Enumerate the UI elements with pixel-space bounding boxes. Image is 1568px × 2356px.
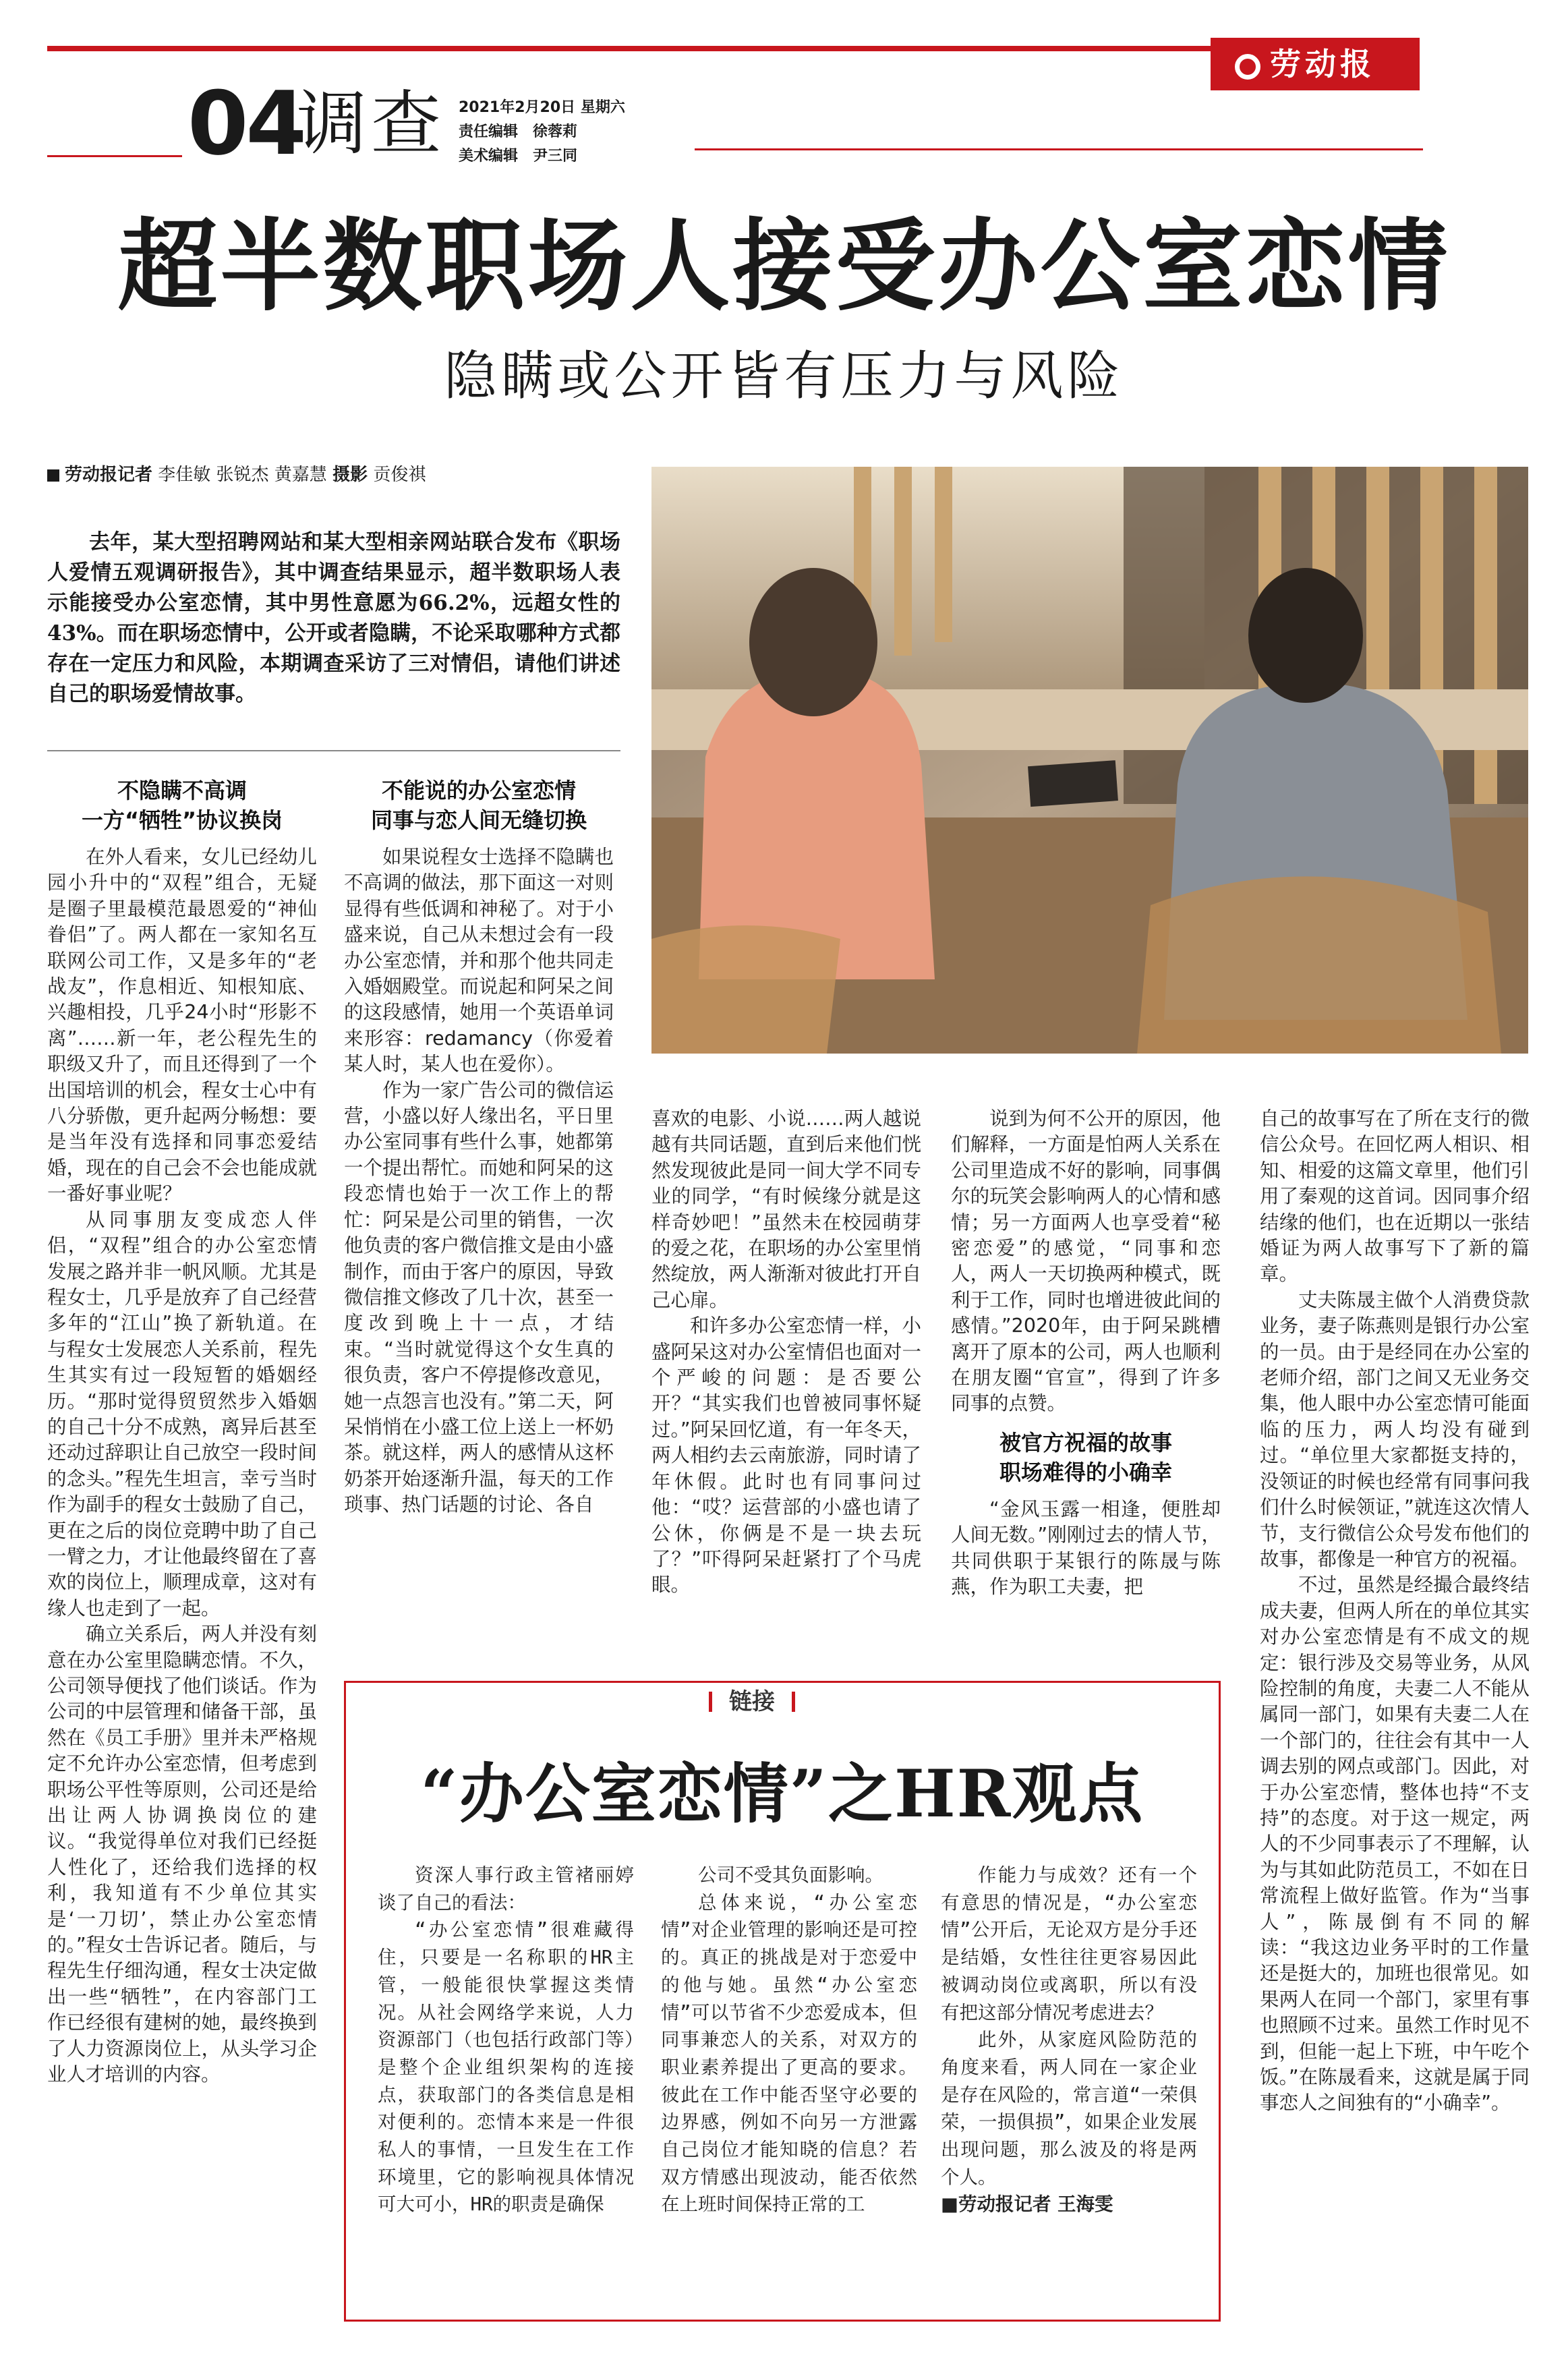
byline	[47, 460, 426, 490]
byline-square-icon	[47, 469, 59, 482]
story3-paragraph: 丈夫陈晟主做个人消费贷款业务，妻子陈燕则是银行办公室的一员。由于是经同在办公室的老师介绍，部门之间又无业务交集，他人眼中办公室恋情可能面临的压力，两人均没有碰到过。“单位里大家都挺支持的，没领证的时候也经常有同事问我们什么时候领证，”就连这次情人节，支行微信公众号发布他们的故事，都像是一种官方的祝福。	[1260, 1288, 1530, 1570]
story3-heading-line1: 被官方祝福的故事	[999, 1429, 1172, 1456]
story3-paragraph: 不过，虽然是经撮合最终结成夫妻，但两人所在的单位其实对办公室恋情是有不成文的规定：银行涉及交易等业务，从风险控制的角度，夫妻二人不能从属同一部门，如果有夫妻二人在一个部门的，往往会有其中一人调去别的网点或部门。因此，对于办公室恋情，整体也持“不支持”的态度。对于这一规定，两人的不少同事表示了不理解，认为与其如此防范员工，不如在日常流程上做好监管。作为“当事人”，陈晟倒有不同的解读：“我这边业务平时的工作量还是挺大的，加班也很常见。如果两人在同一个部门，家里有事也照顾不过来。虽然工作时见不到，但能一起上下班，中午吃个饭。”在陈晟看来，这就是属于同事恋人之间独有的“小确幸”。	[1260, 1574, 1530, 2115]
sidebar-paragraph-cont: 公司不受其负面影响。	[698, 1864, 883, 1886]
story1-paragraph: 在外人看来，女儿已经幼儿园小升中的“双程”组合，无疑是圈子里最模范最恩爱的“神仙眷侣”了。两人都在一家知名互联网公司工作，又是多年的“老战友”，作息相近、知根知底、兴趣相投，几乎24小时“形影不离”……新一年，老公程先生的职级又升了，而且还得到了一个出国培训的机会，程女士心中有八分骄傲，更升起两分畅想：要是当年没有选择和同事恋爱结婚，现在的自己会不会也能成就一番好事业呢？	[47, 846, 317, 1205]
story2-paragraph: 和许多办公室恋情一样，小盛阿呆这对办公室情侣也面对一个严峻的问题：是否要公开？“其实我们也曾被同事怀疑过。”阿呆回忆道，有一年冬天，两人相约去云南旅游，同时请了年休假。此时也有同事问过他：“哎？运营部的小盛也请了公休，你俩是不是一块去玩了？”吓得阿呆赶紧打了个马虎眼。	[651, 1315, 921, 1597]
story3-heading-line2: 职场难得的小确幸	[999, 1459, 1172, 1485]
section-name: 调查	[297, 82, 446, 165]
sidebar-byline: ■劳动报记者 王海雯	[941, 2193, 1113, 2216]
story2-heading	[344, 776, 614, 835]
story3-paragraph-cont: 自己的故事写在了所在支行的微信公众号。在回忆两人相识、相知、相爱的这篇文章里，他们引用了秦观的这首词。因同事介绍结缘的他们，也在近期以一张结婚证为两人故事写下了新的篇章。	[1260, 1108, 1530, 1286]
newspaper-logo-icon	[1235, 54, 1260, 80]
story2-paragraph: 作为一家广告公司的微信运营，小盛以好人缘出名，平日里办公室同事有些什么事，她都第一个提出帮忙。而她和阿呆的这段恋情也始于一次工作上的帮忙：阿呆是公司里的销售，一次他负责的客户微信推文是由小盛制作，而由于客户的原因，导致微信推文修改了几十次，甚至一度改到晚上十一点，才结束。“当时就觉得这个女生真的很负责，客户不停提修改意见，她一点怨言也没有。”第二天，阿呆悄悄在小盛工位上送上一杯奶茶。就这样，两人的感情从这杯奶茶开始逐渐升温，每天的工作琐事、热门话题的讨论、各自	[344, 1079, 614, 1516]
art-editor-line: 美术编辑 尹三同	[459, 148, 578, 165]
story1-paragraph: 确立关系后，两人并没有刻意在办公室里隐瞒恋情。不久，公司领导便找了他们谈话。作为公司的中层管理和储备干部，虽然在《员工手册》里并未严格规定不允许办公室恋情，但考虑到职场公平性等原则，公司还是给出让两人协调换岗位的建议。“我觉得单位对我们已经挺人性化了，还给我们选择的权利，我知道有不少单位其实是‘一刀切’，禁止办公室恋情的。”程女士告诉记者。随后，与程先生仔细沟通，程女士决定做出一些“牺牲”，在内容部门工作已经很有建树的她，最终换到了人力资源岗位上，从头学习企业人才培训的内容。	[47, 1623, 317, 2086]
page-meta	[459, 96, 625, 169]
header-rule-left	[47, 155, 182, 157]
story3-paragraph: “金风玉露一相逢，便胜却人间无数。”刚刚过去的情人节，共同供职于某银行的陈晟与陈燕，作为职工夫妻，把	[951, 1497, 1221, 1599]
story1-heading-line2: 一方“牺牲”协议换岗	[81, 807, 283, 833]
story2-paragraph-cont: 喜欢的电影、小说……两人越说越有共同话题，直到后来他们恍然发现彼此是同一间大学不同专业的同学，“有时候缘分就是这样奇妙吧！”虽然未在校园萌芽的爱之花，在职场的办公室里悄然绽放，两人渐渐对彼此打开自己心扉。	[651, 1108, 921, 1311]
sidebar-paragraph: 总体来说，“办公室恋情”对企业管理的影响还是可控的。真正的挑战是对于恋爱中的他与她。虽然“办公室恋情”可以节省不少恋爱成本，但同事兼恋人的关系，对双方的职业素养提出了更高的要求。彼此在工作中能否坚守必要的边界感，例如不向另一方泄露自己岗位才能知晓的信息？若双方情感出现波动，能否依然在上班时间保持正常的工	[661, 1891, 917, 2216]
story3-heading	[951, 1428, 1221, 1487]
story1-paragraph: 从同事朋友变成恋人伴侣，“双程”组合的办公室恋情发展之路并非一帆风顺。尤其是程女士，几乎是放弃了自己经营多年的“江山”换了新轨道。在与程女士发展恋人关系前，程先生其实有过一段短暂的婚姻经历。“那时觉得贸贸然步入婚姻的自己十分不成熟，离异后甚至还动过辞职让自己放空一段时间的念头。”程先生坦言，幸亏当时作为副手的程女士鼓励了自己，更在之后的岗位竞聘中助了自己一臂之力，才让他最终留在了喜欢的岗位上，顺理成章，这对有缘人也走到了一起。	[47, 1208, 317, 1619]
couple-cafe-photo	[651, 467, 1528, 1054]
subheadline: 隐瞒或公开皆有压力与风险	[444, 346, 1124, 407]
byline-photo-label: 摄影	[332, 465, 368, 485]
story2-paragraph: 如果说程女士选择不隐瞒也不高调的做法，那下面这一对则显得有些低调和神秘了。对于小盛来说，自己从未想过会有一段办公室恋情，并和那个他共同走入婚姻殿堂。而说起和阿呆之间的这段感情，她用一个英语单词来形容：redamancy（你爱着某人时，某人也在爱你）。	[344, 846, 614, 1076]
story1-heading	[47, 776, 317, 835]
sidebar-paragraph: 此外，从家庭风险防范的角度来看，两人同在一家企业是存在风险的，常言道“一荣俱荣，一损俱损”，如果企业发展出现问题，那么波及的将是两个人。	[941, 2029, 1197, 2188]
story2-column-b	[651, 1106, 921, 1659]
story3-column-a	[951, 1106, 1221, 1659]
sidebar-column-1	[378, 1862, 634, 2307]
story2-heading-line1: 不能说的办公室恋情	[381, 778, 576, 803]
header-rule-right	[695, 148, 1423, 150]
byline-reporters: 李佳敏 张锐杰 黄嘉慧	[158, 465, 327, 485]
story2-paragraph: 说到为何不公开的原因，他们解释，一方面是怕两人关系在公司里造成不好的影响，同事偶尔的玩笑会影响两人的心情和感情；另一方面两人也享受着“秘密恋爱”的感觉，“同事和恋人，两人一天切换两种模式，既利于工作，同时也增进彼此间的感情。”2020年，由于阿呆跳槽离开了原本的公司，两人也顺利在朋友圈“官宣”，得到了许多同事的点赞。	[951, 1108, 1221, 1415]
issue-date: 2021年2月20日 星期六	[459, 99, 625, 116]
sidebar-paragraph: “办公室恋情”很难藏得住，只要是一名称职的HR主管，一般能很快掌握这类情况。从社会网络学来说，人力资源部门（也包括行政部门等）是整个企业组织架构的连接点，获取部门的各类信息是相对便利的。恋情本来是一件很私人的事情，一旦发生在工作环境里，它的影响视具体情况可大可小，HR的职责是确保	[378, 1919, 634, 2216]
top-red-rule	[47, 46, 1211, 51]
sidebar-tag: 链接	[705, 1685, 799, 1719]
sidebar-paragraph: 资深人事行政主管褚丽婷谈了自己的看法：	[378, 1864, 634, 1914]
editor-line: 责任编辑 徐蓉莉	[459, 123, 578, 140]
lead-paragraph: 去年，某大型招聘网站和某大型相亲网站联合发布《职场人爱情五观调研报告》，其中调查结果显示，超半数职场人表示能接受办公室恋情，其中男性意愿为66.2%，远超女性的43%。而在职场恋情中，公开或者隐瞒，不论采取哪种方式都存在一定压力和风险，本期调查采访了三对情侣，请他们讲述自己的职场爱情故事。	[47, 530, 620, 706]
byline-label: 劳动报记者	[65, 465, 153, 485]
sidebar-column-3	[941, 1862, 1197, 2307]
paper-name: 劳动报	[1270, 46, 1375, 82]
newspaper-masthead	[1211, 38, 1420, 90]
sidebar-column-2	[661, 1862, 917, 2307]
headline: 超半数职场人接受办公室恋情	[117, 208, 1451, 324]
story3-column-b	[1260, 1106, 1530, 2320]
lead-divider	[47, 750, 620, 751]
sidebar-paragraph-cont: 作能力与成效？还有一个有意思的情况是，“办公室恋情”公开后，无论双方是分手还是结婚，女性往往更容易因此被调动岗位或离职，所以有没有把这部分情况考虑进去？	[941, 1864, 1197, 2023]
story1-column	[47, 776, 317, 2314]
page-number: 04	[187, 72, 304, 175]
byline-photographer: 贡俊祺	[373, 465, 426, 485]
story1-heading-line1: 不隐瞒不高调	[117, 778, 247, 803]
sidebar-title: “办公室恋情”之HR观点	[420, 1756, 1144, 1832]
story2-column-a	[344, 776, 614, 1659]
story2-heading-line2: 同事与恋人间无缝切换	[370, 807, 587, 833]
